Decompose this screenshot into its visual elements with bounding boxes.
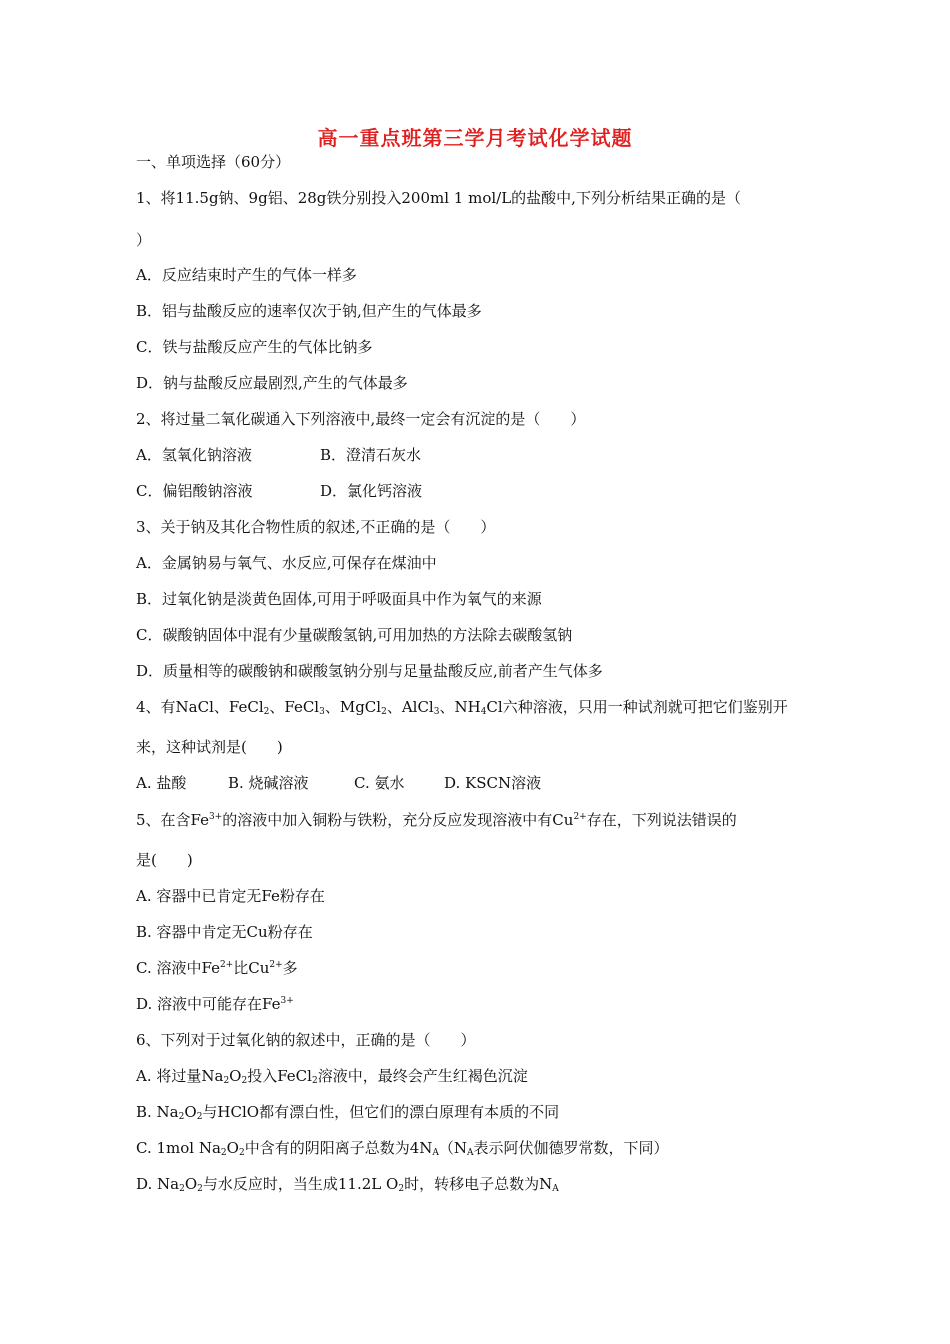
question-5-option-a: A. 容器中已肯定无Fe粉存在 <box>136 887 325 905</box>
question-1-stem-end: ） <box>136 231 152 249</box>
question-1-option-b: B．铝与盐酸反应的速率仅次于钠,但产生的气体最多 <box>136 302 482 320</box>
question-4-option-c: C. 氨水 <box>354 774 405 792</box>
question-1-option-c: C．铁与盐酸反应产生的气体比钠多 <box>136 338 373 356</box>
question-3-option-b: B．过氧化钠是淡黄色固体,可用于呼吸面具中作为氧气的来源 <box>136 590 542 608</box>
section-heading: 一、单项选择（60分） <box>136 153 291 171</box>
question-5-stem: 5、在含$Fe^{3+}$的溶液中加入铜粉与铁粉，充分反应发现溶液中有$Cu^{2+}$存在，下列说法错误的 <box>136 811 737 829</box>
question-1-option-a: A．反应结束时产生的气体一样多 <box>136 266 357 284</box>
question-6-stem: 6、下列对于过氧化钠的叙述中，正确的是（ ） <box>136 1031 476 1049</box>
question-2-option-d: D．氯化钙溶液 <box>320 482 423 500</box>
question-2-stem: 2、将过量二氧化碳通入下列溶液中,最终一定会有沉淀的是（ ） <box>136 410 586 428</box>
question-3-option-a: A．金属钠易与氧气、水反应,可保存在煤油中 <box>136 554 437 572</box>
question-4-option-b: B. 烧碱溶液 <box>228 774 309 792</box>
question-3-stem: 3、关于钠及其化合物性质的叙述,不正确的是（ ） <box>136 518 496 536</box>
question-5-option-c: C. 溶液中$Fe^{2+}$比$Cu^{2+}$多 <box>136 959 298 977</box>
question-2-option-b: B．澄清石灰水 <box>320 446 422 464</box>
question-6-option-d: D. $Na_2O_2$与水反应时，当生成11.2L $O_2$时，转移电子总数为$N_A$ <box>136 1175 559 1194</box>
question-5-option-d: D. 溶液中可能存在$Fe^{3+}$ <box>136 995 294 1013</box>
question-6-option-a: A. 将过量$Na_2O_2$投入FeCl$_2$溶液中，最终会产生红褐色沉淀 <box>136 1067 528 1086</box>
question-6-option-b: B. $Na_2O_2$与HClO都有漂白性，但它们的漂白原理有本质的不同 <box>136 1103 560 1122</box>
question-2-option-a: A．氢氧化钠溶液 <box>136 446 252 464</box>
question-1-stem: 1、将11.5g钠、9g铝、28g铁分别投入200ml 1 mol/L的盐酸中,下列分析结果正确的是（ <box>136 189 741 207</box>
question-3-option-c: C．碳酸钠固体中混有少量碳酸氢钠,可用加热的方法除去碳酸氢钠 <box>136 626 573 644</box>
question-5-stem-line2: 是( ) <box>136 851 193 869</box>
question-5-option-b: B. 容器中肯定无Cu粉存在 <box>136 923 313 941</box>
question-1-option-d: D．钠与盐酸反应最剧烈,产生的气体最多 <box>136 374 408 392</box>
question-3-option-d: D．质量相等的碳酸钠和碳酸氢钠分别与足量盐酸反应,前者产生气体多 <box>136 662 603 680</box>
exam-title: 高一重点班第三学月考试化学试题 <box>317 126 633 150</box>
question-4-stem: 4、有NaCl、FeCl$_2$、FeCl$_3$、MgCl$_2$、AlCl$_3$、$NH_4Cl$六种溶液，只用一种试剂就可把它们鉴别开 <box>136 698 788 717</box>
question-6-option-c: C. 1mol $Na_2O_2$中含有的阴阳离子总数为$4N_A(N_A$表示阿伏伽德罗常数，下同） <box>136 1139 669 1158</box>
question-2-option-c: C．偏铝酸钠溶液 <box>136 482 253 500</box>
question-4-option-a: A. 盐酸 <box>136 774 187 792</box>
question-4-option-d: D. KSCN溶液 <box>444 774 542 792</box>
question-4-stem-line2: 来，这种试剂是( ) <box>136 738 283 756</box>
